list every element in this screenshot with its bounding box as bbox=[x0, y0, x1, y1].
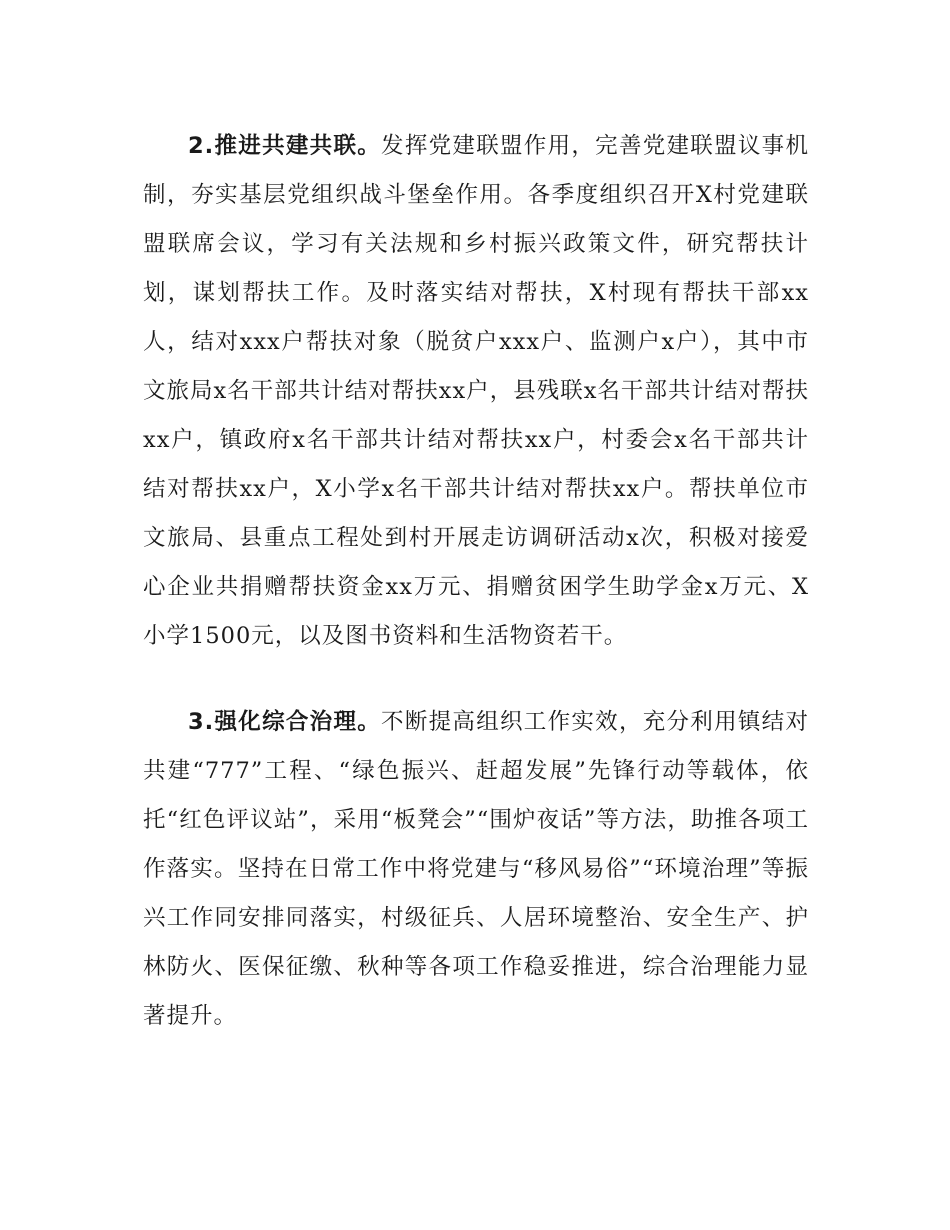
section-heading-comprehensive-governance: 3.强化综合治理。 bbox=[188, 709, 382, 735]
section-heading-joint-construction: 2.推进共建共联。 bbox=[188, 133, 382, 159]
paragraph-comprehensive-governance bbox=[143, 698, 809, 1041]
paragraph-body-comprehensive-governance: 不断提高组织工作实效，充分利用镇结对共建“777”工程、“绿色振兴、赶超发展”先锋行动等载体，依托“红色评议站”，采用“板凳会”“围炉夜话”等方法，助推各项工作落实。坚持在日常工作中将党建与“移风易俗”“环境治理”等振兴工作同安排同落实，村级征兵、人居环境整治、安全生产、护林防火、医保征缴、秋种等各项工作稳妥推进，综合治理能力显著提升。 bbox=[143, 709, 809, 1029]
paragraph-body-joint-construction: 发挥党建联盟作用，完善党建联盟议事机制，夯实基层党组织战斗堡垒作用。各季度组织召开X村党建联盟联席会议，学习有关法规和乡村振兴政策文件，研究帮扶计划，谋划帮扶工作。及时落实结对帮扶，X村现有帮扶干部xx人，结对xxx户帮扶对象（脱贫户xxx户、监测户x户），其中市文旅局x名干部共计结对帮扶xx户，县残联x名干部共计结对帮扶xx户，镇政府x名干部共计结对帮扶xx户，村委会x名干部共计结对帮扶xx户，X小学x名干部共计结对帮扶xx户。帮扶单位市文旅局、县重点工程处到村开展走访调研活动x次，积极对接爱心企业共捐赠帮扶资金xx万元、捐赠贫困学生助学金x万元、X小学1500元，以及图书资料和生活物资若干。 bbox=[143, 133, 809, 649]
paragraph-joint-construction bbox=[143, 122, 809, 661]
document-body bbox=[143, 122, 809, 1041]
